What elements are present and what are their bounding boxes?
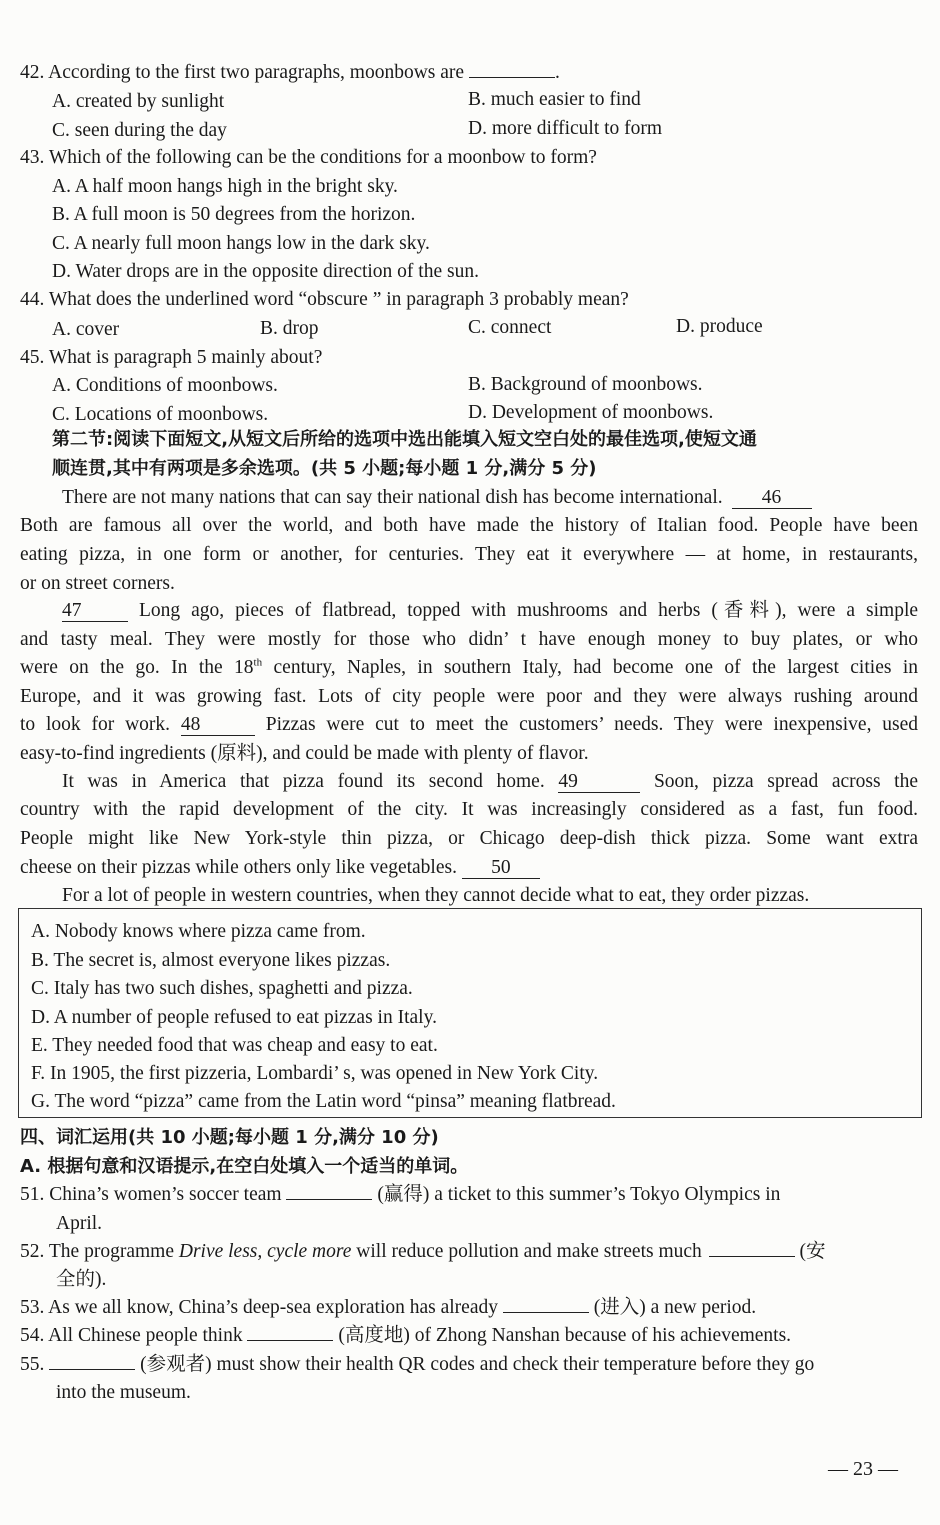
section4-part-a-instruction: A. 根据句意和汉语提示,在空白处填入一个适当的单词。 bbox=[20, 1156, 469, 1177]
q54-text-a: 54. All Chinese people think bbox=[20, 1325, 243, 1346]
passage-p3-line2: country with the rapid development of the city. It was increasingly considered as a fast, fun food. bbox=[20, 799, 918, 820]
option-f[interactable]: F. In 1905, the first pizzeria, Lombardi’ s, was opened in New York City. bbox=[31, 1063, 599, 1084]
q52-blank[interactable] bbox=[709, 1256, 795, 1257]
passage-p2-line5-b: Pizzas were cut to meet the customers’ needs. They were inexpensive, used bbox=[265, 714, 919, 735]
blank-46[interactable]: 46 bbox=[732, 488, 812, 509]
passage-p2-line3 bbox=[20, 656, 918, 680]
q44-option-c[interactable]: C. connect bbox=[468, 317, 552, 338]
q42-option-c[interactable]: C. seen during the day bbox=[52, 120, 227, 141]
q52-italic-2: cycle more bbox=[267, 1241, 352, 1262]
q45-stem: 45. What is paragraph 5 mainly about? bbox=[20, 347, 323, 368]
q42-stem bbox=[20, 61, 560, 85]
q52-text-b: will reduce pollution and make streets much bbox=[356, 1241, 702, 1262]
q51-text-a: 51. China’s women’s soccer team bbox=[20, 1184, 282, 1205]
q42-end: . bbox=[554, 62, 560, 83]
q43-option-a[interactable]: A. A half moon hangs high in the bright sky. bbox=[52, 176, 398, 197]
passage-p1-line3: eating pizza, in one form or another, for centuries. They eat it everywhere — at home, in restaurants, bbox=[20, 544, 918, 565]
passage-p3-line4 bbox=[20, 856, 540, 880]
option-c[interactable]: C. Italy has two such dishes, spaghetti and pizza. bbox=[31, 978, 413, 999]
q51-line2: April. bbox=[56, 1213, 103, 1234]
q53-line bbox=[20, 1296, 756, 1320]
passage-p2-text: Long ago, pieces of flatbread, topped with mushrooms and herbs (香料), were a simple bbox=[139, 600, 919, 621]
q52-line2: 全的). bbox=[56, 1269, 107, 1290]
q45-option-d[interactable]: D. Development of moonbows. bbox=[468, 402, 714, 423]
passage-p2-line5 bbox=[20, 713, 918, 737]
section4-title: 四、词汇运用(共 10 小题;每小题 1 分,满分 10 分) bbox=[20, 1127, 439, 1148]
passage-p2-line3-b: century, Naples, in southern Italy, had become one of the largest cities in bbox=[262, 657, 918, 678]
passage-p4-line1: For a lot of people in western countries, when they cannot decide what to eat, they order pizzas. bbox=[62, 885, 810, 906]
q43-option-d[interactable]: D. Water drops are in the opposite direction of the sun. bbox=[52, 261, 479, 282]
q54-blank[interactable] bbox=[247, 1340, 333, 1341]
q45-option-a[interactable]: A. Conditions of moonbows. bbox=[52, 375, 278, 396]
option-d[interactable]: D. A number of people refused to eat pizzas in Italy. bbox=[31, 1007, 437, 1028]
q45-option-b[interactable]: B. Background of moonbows. bbox=[468, 374, 703, 395]
q55-text-a: 55. bbox=[20, 1354, 45, 1375]
q54-line bbox=[20, 1324, 791, 1348]
q44-option-b[interactable]: B. drop bbox=[260, 318, 319, 339]
q53-blank[interactable] bbox=[503, 1312, 589, 1313]
q55-line1 bbox=[20, 1353, 814, 1377]
q52-text-a: 52. The programme bbox=[20, 1241, 174, 1262]
q52-line1 bbox=[20, 1240, 826, 1264]
passage-p2-line2: and tasty meal. They were mostly for those who didn’ t have enough money to buy plates, or who bbox=[20, 629, 918, 650]
q52-text-c: (安 bbox=[799, 1241, 826, 1262]
blank-48[interactable]: 48 bbox=[181, 715, 255, 736]
page-number: — 23 — bbox=[828, 1458, 898, 1480]
blank-50[interactable]: 50 bbox=[462, 858, 540, 879]
q51-blank[interactable] bbox=[286, 1199, 372, 1200]
q55-blank[interactable] bbox=[49, 1369, 135, 1370]
q42-stem-text: 42. According to the first two paragraphs, moonbows are bbox=[20, 62, 465, 83]
passage-p3-line1-a: It was in America that pizza found its second home. bbox=[62, 771, 545, 792]
q42-option-a[interactable]: A. created by sunlight bbox=[52, 91, 225, 112]
q42-option-d[interactable]: D. more difficult to form bbox=[468, 118, 663, 139]
blank-47[interactable]: 47 bbox=[62, 601, 128, 622]
section2-instruction-line2: 顺连贯,其中有两项是多余选项。(共 5 小题;每小题 1 分,满分 5 分) bbox=[52, 458, 597, 479]
option-e[interactable]: E. They needed food that was cheap and easy to eat. bbox=[31, 1035, 438, 1056]
option-a[interactable]: A. Nobody knows where pizza came from. bbox=[31, 921, 366, 942]
passage-p3-line4-text: cheese on their pizzas while others only like vegetables. bbox=[20, 857, 457, 878]
passage-p2-line5-a: to look for work. bbox=[20, 714, 171, 735]
q42-option-b[interactable]: B. much easier to find bbox=[468, 89, 641, 110]
q43-option-c[interactable]: C. A nearly full moon hangs low in the dark sky. bbox=[52, 233, 430, 254]
superscript-th: th bbox=[253, 656, 263, 669]
blank-49[interactable]: 49 bbox=[558, 772, 640, 793]
q55-text-b: (参观者) must show their health QR codes and check their temperature before they go bbox=[140, 1354, 815, 1375]
q45-option-c[interactable]: C. Locations of moonbows. bbox=[52, 404, 269, 425]
passage-p2-line1 bbox=[62, 599, 918, 623]
passage-p2-line4: Europe, and it was growing fast. Lots of city people were poor and they were always rushing around bbox=[20, 686, 918, 707]
passage-p1-line4: or on street corners. bbox=[20, 573, 175, 594]
passage-p1-line1 bbox=[62, 486, 812, 510]
q53-text-b: (进入) a new period. bbox=[593, 1297, 757, 1318]
q43-stem: 43. Which of the following can be the conditions for a moonbow to form? bbox=[20, 147, 597, 168]
section2-instruction-line1: 第二节:阅读下面短文,从短文后所给的选项中选出能填入短文空白处的最佳选项,使短文通 bbox=[52, 429, 757, 450]
passage-p3-line1-b: Soon, pizza spread across the bbox=[653, 771, 918, 792]
passage-p2-line3-a: were on the go. In the 18 bbox=[20, 657, 254, 678]
q54-text-b: (高度地) of Zhong Nanshan because of his achievements. bbox=[338, 1325, 792, 1346]
passage-p2-line6: easy-to-find ingredients (原料), and could be made with plenty of flavor. bbox=[20, 743, 589, 764]
q51-line1 bbox=[20, 1183, 780, 1207]
q53-text-a: 53. As we all know, China’s deep-sea exploration has already bbox=[20, 1297, 498, 1318]
q44-stem: 44. What does the underlined word “obscure ” in paragraph 3 probably mean? bbox=[20, 289, 629, 310]
passage-p3-line1 bbox=[62, 770, 918, 794]
options-box bbox=[18, 908, 922, 1118]
q44-option-d[interactable]: D. produce bbox=[676, 316, 763, 337]
option-g[interactable]: G. The word “pizza” came from the Latin word “pinsa” meaning flatbread. bbox=[31, 1091, 616, 1112]
q55-line2: into the museum. bbox=[56, 1382, 191, 1403]
passage-p1-text: There are not many nations that can say their national dish has become international. bbox=[62, 487, 723, 508]
passage-p3-line3: People might like New York-style thin pizza, or Chicago deep-dish thick pizza. Some want extra bbox=[20, 828, 918, 849]
passage-p1-line2: Both are famous all over the world, and both have made the history of Italian food. People have been bbox=[20, 515, 918, 536]
q52-italic-1: Drive less, bbox=[178, 1241, 263, 1262]
q51-text-b: (赢得) a ticket to this summer’s Tokyo Olympics in bbox=[377, 1184, 781, 1205]
q42-blank[interactable] bbox=[469, 77, 555, 78]
option-b[interactable]: B. The secret is, almost everyone likes pizzas. bbox=[31, 950, 391, 971]
q43-option-b[interactable]: B. A full moon is 50 degrees from the horizon. bbox=[52, 204, 416, 225]
q44-option-a[interactable]: A. cover bbox=[52, 319, 120, 340]
